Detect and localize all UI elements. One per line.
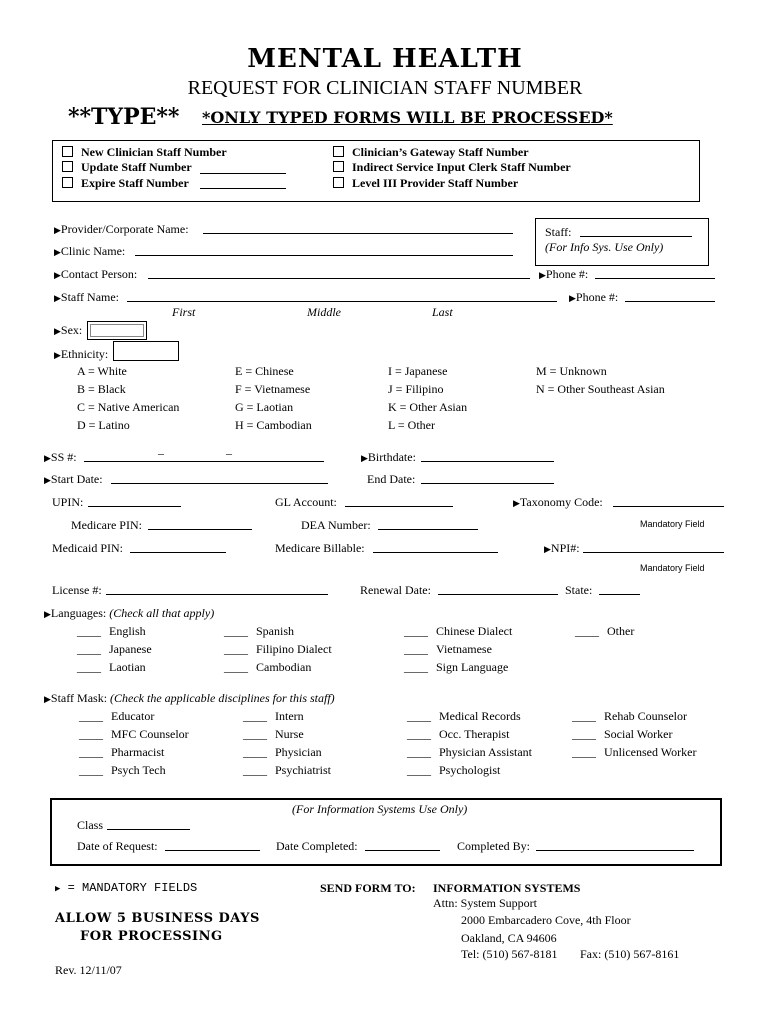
checkbox-discipline[interactable]: ____ Occ. Therapist xyxy=(407,727,510,741)
ethnicity-code: J = Filipino xyxy=(388,382,444,396)
dea-field[interactable] xyxy=(378,529,478,530)
send-attn: Attn: System Support xyxy=(433,896,538,910)
checkbox-icon xyxy=(62,146,73,157)
checkbox-language[interactable]: ____ Laotian xyxy=(77,660,146,674)
contact-person-label: ▶Contact Person: xyxy=(54,267,138,281)
ethnicity-code: F = Vietnamese xyxy=(235,382,311,396)
mandatory-arrow-icon: ▶ xyxy=(569,293,576,303)
expire-staff-line xyxy=(200,188,286,189)
taxonomy-label: ▶Taxonomy Code: xyxy=(513,495,603,509)
checkbox-indirect-service[interactable]: Indirect Service Input Clerk Staff Number xyxy=(333,160,571,175)
class-label: Class xyxy=(77,818,104,832)
languages-label: ▶Languages: (Check all that apply) xyxy=(44,606,215,620)
checkbox-discipline[interactable]: ____ Psych Tech xyxy=(79,763,166,777)
mandatory-field-note: Mandatory Field xyxy=(640,563,705,573)
mandatory-arrow-icon: ▶ xyxy=(513,498,520,508)
gl-account-field[interactable] xyxy=(345,506,453,507)
contact-phone-field[interactable] xyxy=(595,278,715,279)
upin-label: UPIN: xyxy=(52,495,84,509)
license-field[interactable] xyxy=(106,594,328,595)
taxonomy-field[interactable] xyxy=(613,506,724,507)
ethnicity-code: M = Unknown xyxy=(536,364,607,378)
checkbox-discipline[interactable]: ____ Social Worker xyxy=(572,727,673,741)
checkbox-icon xyxy=(333,161,344,172)
checkbox-icon xyxy=(333,146,344,157)
medicaid-pin-label: Medicaid PIN: xyxy=(52,541,123,555)
dea-label: DEA Number: xyxy=(301,518,371,532)
mandatory-arrow-icon: ▶ xyxy=(544,544,551,554)
name-middle-caption: Middle xyxy=(307,305,341,319)
checkbox-expire-staff[interactable]: Expire Staff Number xyxy=(62,176,189,191)
update-staff-line xyxy=(200,173,286,174)
checkbox-discipline[interactable]: ____ Pharmacist xyxy=(79,745,165,759)
ss-field[interactable] xyxy=(84,461,324,462)
checkbox-discipline[interactable]: ____ Medical Records xyxy=(407,709,521,723)
staff-box-label: Staff: xyxy=(545,225,572,239)
mandatory-arrow-icon: ▶ xyxy=(539,270,546,280)
mandatory-arrow-icon: ▶ xyxy=(54,326,61,336)
ethnicity-code: E = Chinese xyxy=(235,364,294,378)
mandatory-field-note: Mandatory Field xyxy=(640,519,705,529)
ss-label: ▶SS #: xyxy=(44,450,77,464)
checkbox-language[interactable]: ____ Spanish xyxy=(224,624,295,638)
type-label: **TYPE** xyxy=(68,104,180,130)
form-subtitle: REQUEST FOR CLINICIAN STAFF NUMBER xyxy=(187,77,583,99)
checkbox-language[interactable]: ____ Chinese Dialect xyxy=(404,624,513,638)
allow-days-line1: ALLOW 5 BUSINESS DAYS xyxy=(55,911,260,926)
ethnicity-code: L = Other xyxy=(388,418,435,432)
checkbox-discipline[interactable]: ____ Nurse xyxy=(243,727,304,741)
checkbox-language[interactable]: ____ Japanese xyxy=(77,642,152,656)
npi-field[interactable] xyxy=(583,552,724,553)
checkbox-language[interactable]: ____ Other xyxy=(575,624,635,638)
checkbox-new-clinician[interactable]: New Clinician Staff Number xyxy=(62,145,227,160)
birthdate-field[interactable] xyxy=(421,461,554,462)
mandatory-arrow-icon: ▶ xyxy=(44,475,51,485)
npi-label: ▶NPI#: xyxy=(544,541,580,555)
checkbox-language[interactable]: ____ Sign Language xyxy=(404,660,509,674)
ethnicity-code: H = Cambodian xyxy=(235,418,312,432)
revision-date: Rev. 12/11/07 xyxy=(55,963,122,977)
checkbox-update-staff[interactable]: Update Staff Number xyxy=(62,160,192,175)
date-of-request-label: Date of Request: xyxy=(77,839,158,853)
staff-name-field[interactable] xyxy=(127,301,557,302)
start-date-field[interactable] xyxy=(111,483,328,484)
checkbox-language[interactable]: ____ Filipino Dialect xyxy=(224,642,332,656)
checkbox-icon xyxy=(62,177,73,188)
mandatory-arrow-icon: ▶ xyxy=(44,609,51,619)
form-title: MENTAL HEALTH xyxy=(247,44,523,74)
date-completed-field[interactable] xyxy=(365,850,440,851)
ethnicity-code: I = Japanese xyxy=(388,364,448,378)
upin-field[interactable] xyxy=(88,506,181,507)
mandatory-arrow-icon: ▶ xyxy=(54,350,61,360)
checkbox-discipline[interactable]: ____ Psychiatrist xyxy=(243,763,331,777)
send-form-to-label: SEND FORM TO: xyxy=(320,881,416,895)
ss-dash: – xyxy=(158,446,164,460)
end-date-field[interactable] xyxy=(421,483,554,484)
clinic-name-label: ▶Clinic Name: xyxy=(54,244,126,258)
checkbox-discipline[interactable]: ____ Unlicensed Worker xyxy=(572,745,697,759)
checkbox-level-iii[interactable]: Level III Provider Staff Number xyxy=(333,176,518,191)
class-field[interactable] xyxy=(107,829,190,830)
allow-days-line2: FOR PROCESSING xyxy=(80,929,223,944)
checkbox-discipline[interactable]: ____ Educator xyxy=(79,709,155,723)
ethnicity-code: A = White xyxy=(77,364,127,378)
checkbox-gateway-staff[interactable]: Clinician’s Gateway Staff Number xyxy=(333,145,529,160)
mandatory-arrow-icon: ▶ xyxy=(361,453,368,463)
staff-mask-label: ▶Staff Mask: (Check the applicable disciplines for this staff) xyxy=(44,691,335,705)
staff-name-label: ▶Staff Name: xyxy=(54,290,120,304)
medicare-pin-label: Medicare PIN: xyxy=(71,518,142,532)
state-label: State: xyxy=(565,583,593,597)
medicaid-pin-field[interactable] xyxy=(130,552,226,553)
ethnicity-input[interactable] xyxy=(113,341,179,361)
name-first-caption: First xyxy=(172,305,196,319)
checkbox-icon xyxy=(333,177,344,188)
send-address-line1: 2000 Embarcadero Cove, 4th Floor xyxy=(461,913,631,927)
staff-box-note: (For Info Sys. Use Only) xyxy=(545,240,664,254)
checkbox-discipline[interactable]: ____ Physician xyxy=(243,745,322,759)
send-org: INFORMATION SYSTEMS xyxy=(433,881,581,895)
sex-label: ▶Sex: xyxy=(54,323,83,337)
checkbox-discipline[interactable]: ____ Rehab Counselor xyxy=(572,709,687,723)
ethnicity-code: D = Latino xyxy=(77,418,130,432)
provider-name-label: ▶Provider/Corporate Name: xyxy=(54,222,189,236)
start-date-label: ▶Start Date: xyxy=(44,472,103,486)
state-field[interactable] xyxy=(599,594,640,595)
checkbox-discipline[interactable]: ____ MFC Counselor xyxy=(79,727,189,741)
is-use-title: (For Information Systems Use Only) xyxy=(292,802,468,816)
mandatory-arrow-icon: ▶ xyxy=(44,453,51,463)
typed-only-notice: *ONLY TYPED FORMS WILL BE PROCESSED* xyxy=(202,108,613,127)
ss-dash: – xyxy=(226,446,232,460)
name-last-caption: Last xyxy=(432,305,453,319)
medicare-billable-field[interactable] xyxy=(373,552,498,553)
send-address-line2: Oakland, CA 94606 xyxy=(461,931,557,945)
medicare-pin-field[interactable] xyxy=(148,529,252,530)
provider-name-field[interactable] xyxy=(203,233,513,234)
mandatory-arrow-icon: ▶ xyxy=(55,884,61,894)
ethnicity-code: B = Black xyxy=(77,382,126,396)
checkbox-icon xyxy=(62,161,73,172)
date-completed-label: Date Completed: xyxy=(276,839,358,853)
clinic-name-field[interactable] xyxy=(135,255,513,256)
checkbox-language[interactable]: ____ Cambodian xyxy=(224,660,312,674)
date-of-request-field[interactable] xyxy=(165,850,260,851)
gl-account-label: GL Account: xyxy=(275,495,337,509)
send-fax: Fax: (510) 567-8161 xyxy=(580,947,680,961)
staff-phone-field[interactable] xyxy=(625,301,715,302)
ethnicity-code: G = Laotian xyxy=(235,400,294,414)
send-tel: Tel: (510) 567-8181 xyxy=(461,947,558,961)
ethnicity-label: ▶Ethnicity: xyxy=(54,347,109,361)
completed-by-field[interactable] xyxy=(536,850,694,851)
completed-by-label: Completed By: xyxy=(457,839,530,853)
mandatory-arrow-icon: ▶ xyxy=(44,694,51,704)
ethnicity-code: C = Native American xyxy=(77,400,180,414)
checkbox-language[interactable]: ____ Vietnamese xyxy=(404,642,492,656)
renewal-date-field[interactable] xyxy=(438,594,558,595)
mandatory-legend: ▶ = MANDATORY FIELDS xyxy=(55,881,198,895)
ethnicity-code: K = Other Asian xyxy=(388,400,468,414)
end-date-label: End Date: xyxy=(367,472,416,486)
staff-box-line[interactable] xyxy=(580,236,692,237)
mandatory-arrow-icon: ▶ xyxy=(54,293,61,303)
medicare-billable-label: Medicare Billable: xyxy=(275,541,365,555)
sex-input[interactable] xyxy=(87,321,147,340)
checkbox-language[interactable]: ____ English xyxy=(77,624,146,638)
mandatory-arrow-icon: ▶ xyxy=(54,247,61,257)
mandatory-arrow-icon: ▶ xyxy=(54,270,61,280)
license-label: License #: xyxy=(52,583,102,597)
contact-phone-label: ▶Phone #: xyxy=(539,267,589,281)
checkbox-discipline[interactable]: ____ Psychologist xyxy=(407,763,501,777)
checkbox-discipline[interactable]: ____ Physician Assistant xyxy=(407,745,533,759)
checkbox-discipline[interactable]: ____ Intern xyxy=(243,709,304,723)
ethnicity-code: N = Other Southeast Asian xyxy=(536,382,665,396)
contact-person-field[interactable] xyxy=(148,278,530,279)
staff-phone-label: ▶Phone #: xyxy=(569,290,619,304)
renewal-date-label: Renewal Date: xyxy=(360,583,431,597)
birthdate-label: ▶Birthdate: xyxy=(361,450,416,464)
mandatory-arrow-icon: ▶ xyxy=(54,225,61,235)
